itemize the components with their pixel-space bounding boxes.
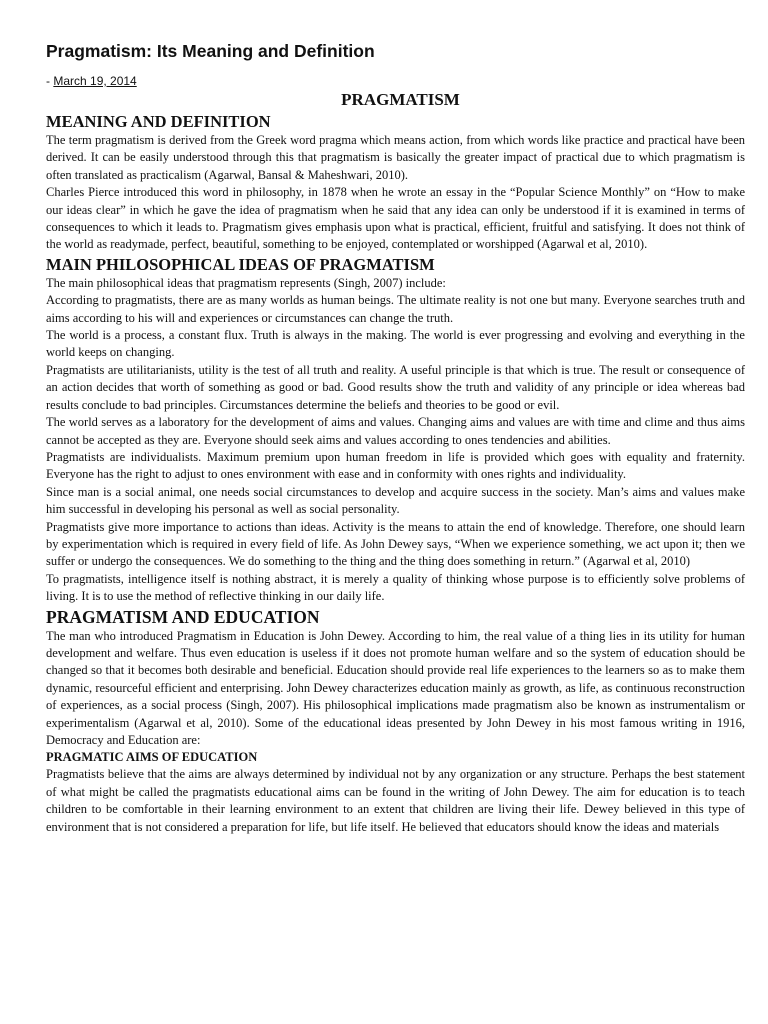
paragraph: Since man is a social animal, one needs social circumstances to develop and acquire success in the society. Man’s aims and values make him successful in developing his personal as well as social personality. bbox=[46, 484, 745, 517]
paragraph: The term pragmatism is derived from the Greek word pragma which means action, from which words like practice and practical have been derived. It can be easily understood through this that pragmatism is basically the greater impact of practical due to which pragmatism is often translated as practicalism (Agarwal, Bansal & Maheshwari, 2010). bbox=[46, 133, 745, 182]
subsection-heading-aims: PRAGMATIC AIMS OF EDUCATION bbox=[46, 750, 258, 765]
date-prefix: - bbox=[46, 74, 54, 88]
paragraph: Pragmatists give more importance to actions than ideas. Activity is the means to attain the end of knowledge. Therefore, one should learn by experimentation which is required in every field of life. As John Dewey says, “When we experience something, we act upon it; then we suffer or undergo the consequences. We do something to the thing and the thing does something in return.” (Agarwal et al, 2010) bbox=[46, 519, 745, 569]
document-title: PRAGMATISM bbox=[341, 90, 460, 109]
paragraph: The world serves as a laboratory for the development of aims and values. Changing aims and values are with time and clime and thus aims cannot be accepted as they are. Everyone should seek aims and values according to ones tendencies and abilities. bbox=[46, 415, 745, 447]
paragraph: To pragmatists, intelligence itself is nothing abstract, it is merely a quality of thinking whose purpose is to efficiently solve problems of living. It is to use the method of reflective thinking in our daily life. bbox=[46, 571, 745, 604]
paragraph: The main philosophical ideas that pragmatism represents (Singh, 2007) include: bbox=[46, 275, 446, 290]
paragraph: Pragmatists are individualists. Maximum premium upon human freedom in life is provided which goes with equality and fraternity. Everyone has the right to adjust to ones environment with ease and in conformity with ones rights and individuality. bbox=[46, 449, 745, 482]
paragraph: Pragmatists are utilitarianists, utility is the test of all truth and reality. A useful principle is that which is true. The result or consequence of an action decides that worth of something as good or bad. Good results show the truth and validity of any principle or idea whereas bad results conclude to bad principles. Circumstances determine the beliefs and theories to be good or evil. bbox=[46, 362, 745, 412]
section-heading-ideas: MAIN PHILOSOPHICAL IDEAS OF PRAGMATISM bbox=[46, 254, 435, 274]
paragraph: The world is a process, a constant flux. Truth is always in the making. The world is ever progressing and evolving and everything in the world keeps on changing. bbox=[46, 328, 745, 360]
post-meta bbox=[46, 73, 745, 89]
paragraph: Charles Pierce introduced this word in philosophy, in 1878 when he wrote an essay in the “Popular Science Monthly” on “How to make our ideas clear” in which he gave the idea of pragmatism when he said that any idea can only be understood if it is examined in terms of consequences to which it leads to. Pragmatism gives emphasis upon what is practical, efficient, fruitful and satisfying. It does not think of the world as readymade, perfect, beautiful, something to be enjoyed, contemplated or worshipped (Agarwal et al, 2010). bbox=[46, 185, 745, 252]
paragraph: Pragmatists believe that the aims are always determined by individual not by any organization or any structure. Perhaps the best statement of what might be called the pragmatists educational aims can be found in the writing of John Dewey. The aim for education is to teach children to be comfortable in their learning environment to an extent that children are living their life. Dewey believed in this type of environment that is not considered a preparation for life, but life itself. He believed that educators should know the ideas and materials bbox=[46, 767, 745, 834]
paragraph: According to pragmatists, there are as many worlds as human beings. The ultimate reality is not one but many. Everyone searches truth and aims according to his will and experiences or circumstances can change the truth. bbox=[46, 293, 745, 325]
post-title: Pragmatism: Its Meaning and Definition bbox=[46, 41, 375, 61]
paragraph: The man who introduced Pragmatism in Education is John Dewey. According to him, the real value of a thing lies in its utility for human development and welfare. Thus even education is useless if it does not promote human welfare and so the system of education should be changed so that it becomes both desirable and beneficial. Education should provide real life experiences to the learners so as to make them dynamic, resourceful efficient and enterprising. John Dewey characterizes education mainly as growth, as life, as continuous reconstruction of experiences, as a social process (Singh, 2007). His philosophical implications made pragmatism also be known as instrumentalism or experimentalism (Agarwal et al, 2010). Some of the educational ideas presented by John Dewey in his most famous writing in 1916, Democracy and Education are: bbox=[46, 628, 745, 747]
post-date-link[interactable]: March 19, 2014 bbox=[53, 74, 137, 88]
section-heading-education: PRAGMATISM AND EDUCATION bbox=[46, 606, 320, 627]
section-heading-meaning: MEANING AND DEFINITION bbox=[46, 112, 271, 131]
